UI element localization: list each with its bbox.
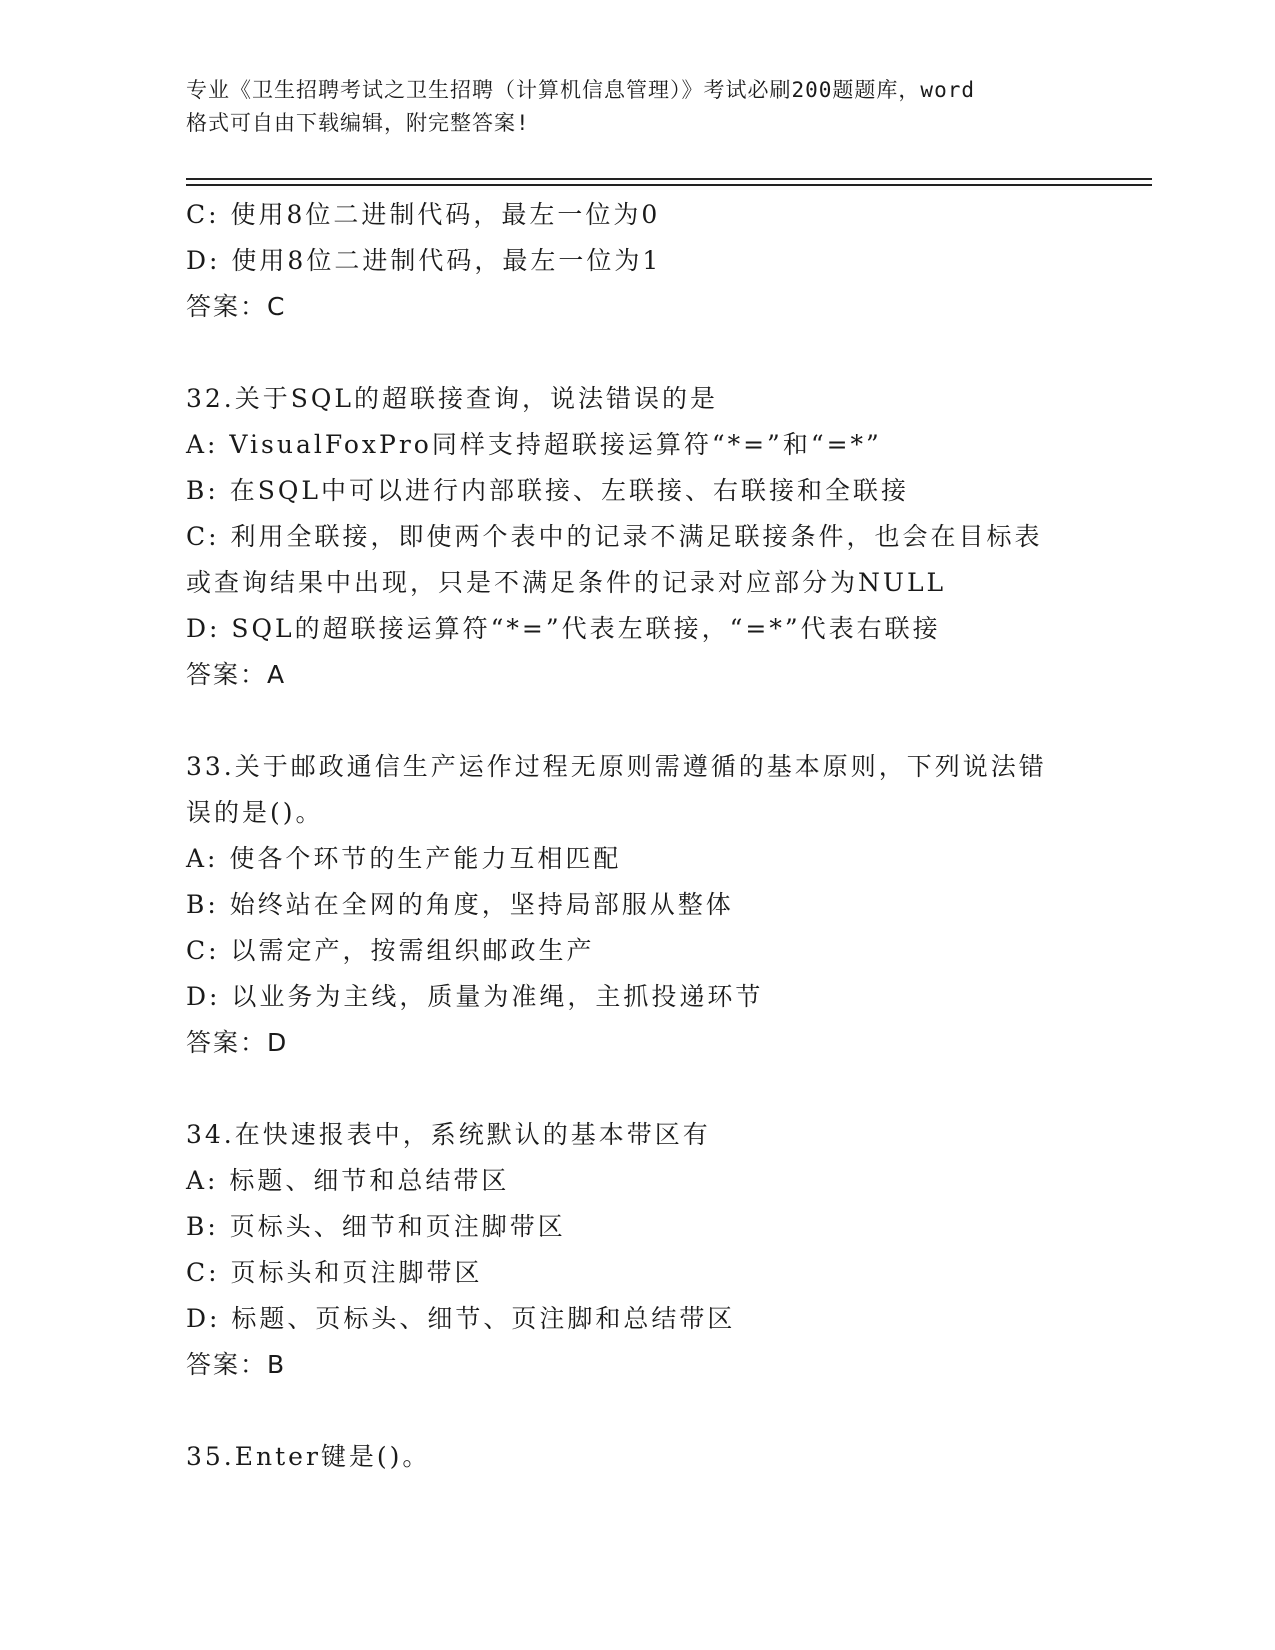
option-b: B: 页标头、细节和页注脚带区 (186, 1212, 566, 1241)
question-stem-continued: 误的是()。 (186, 798, 324, 827)
option-c: C: 页标头和页注脚带区 (186, 1258, 483, 1287)
option-a: A: VisualFoxPro同样支持超联接运算符“*=”和“=*” (186, 430, 882, 459)
document-header (186, 74, 1086, 140)
question-gap (186, 1388, 1086, 1434)
answer-line: 答案：C (186, 292, 287, 321)
option-c: C: 使用8位二进制代码，最左一位为0 (186, 200, 661, 229)
answer-line: 答案：B (186, 1350, 287, 1379)
question-stem: 34.在快速报表中，系统默认的基本带区有 (186, 1120, 711, 1149)
option-d: D: 以业务为主线，质量为准绳，主抓投递环节 (186, 982, 764, 1011)
option-c: C: 以需定产，按需组织邮政生产 (186, 936, 595, 965)
header-rule-bottom (186, 184, 1152, 186)
question-gap (186, 330, 1086, 376)
answer-line: 答案：D (186, 1028, 289, 1057)
question-gap (186, 1066, 1086, 1112)
header-line-1: 专业《卫生招聘考试之卫生招聘（计算机信息管理）》考试必刷200题题库，word (186, 78, 975, 102)
option-d: D: 标题、页标头、细节、页注脚和总结带区 (186, 1304, 736, 1333)
answer-line: 答案：A (186, 660, 287, 689)
option-b: B: 始终站在全网的角度，坚持局部服从整体 (186, 890, 734, 919)
option-b: B: 在SQL中可以进行内部联接、左联接、右联接和全联接 (186, 476, 909, 505)
option-a: A: 使各个环节的生产能力互相匹配 (186, 844, 622, 873)
question-31-fragment (186, 192, 1086, 330)
question-gap (186, 698, 1086, 744)
question-33 (186, 744, 1086, 1066)
option-c: C: 利用全联接，即使两个表中的记录不满足联接条件，也会在目标表 (186, 522, 1043, 551)
option-a: A: 标题、细节和总结带区 (186, 1166, 510, 1195)
header-rule-top (186, 178, 1152, 180)
question-stem: 35.Enter键是()。 (186, 1442, 431, 1471)
option-c-continued: 或查询结果中出现，只是不满足条件的记录对应部分为NULL (186, 568, 947, 597)
option-d: D: 使用8位二进制代码，最左一位为1 (186, 246, 662, 275)
header-line-2: 格式可自由下载编辑，附完整答案! (186, 111, 530, 135)
option-d: D: SQL的超联接运算符“*=”代表左联接，“=*”代表右联接 (186, 614, 941, 643)
question-stem: 32.关于SQL的超联接查询，说法错误的是 (186, 384, 718, 413)
question-34 (186, 1112, 1086, 1388)
document-body (186, 192, 1086, 1480)
question-32 (186, 376, 1086, 698)
question-stem: 33.关于邮政通信生产运作过程无原则需遵循的基本原则，下列说法错 (186, 752, 1047, 781)
question-35 (186, 1434, 1086, 1480)
